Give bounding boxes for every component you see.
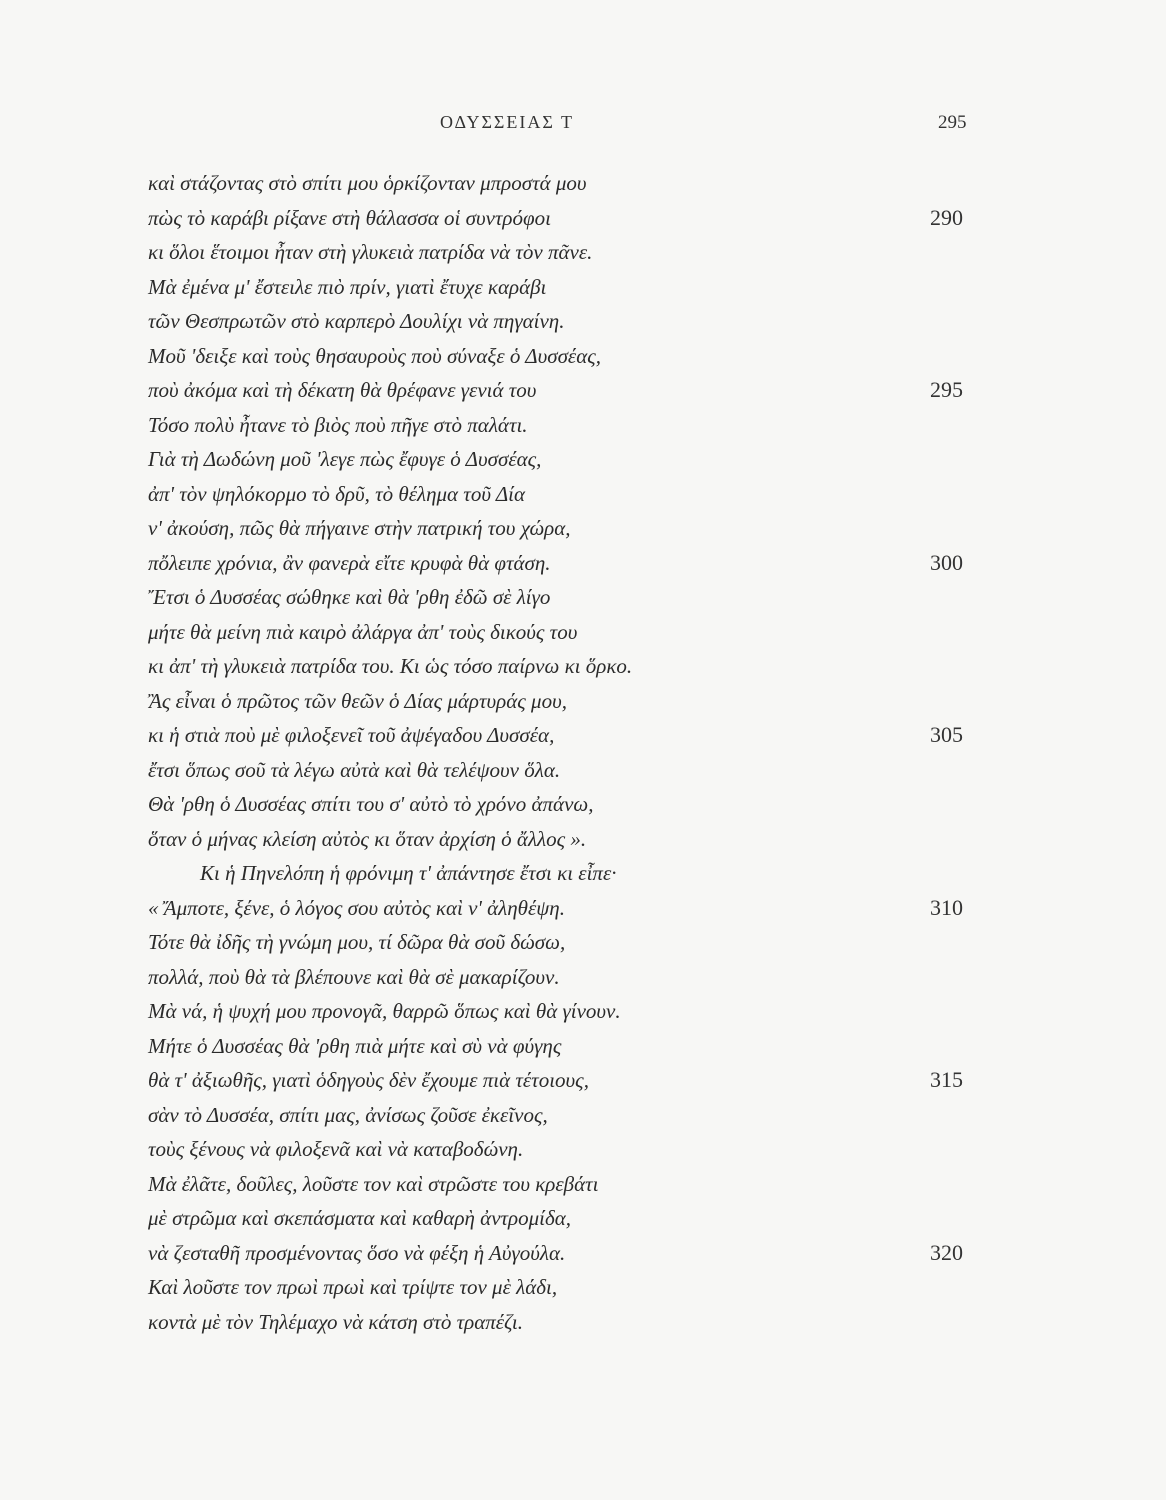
verse-line <box>0 856 1166 891</box>
verse-line <box>0 994 1166 1029</box>
line-number: 300 <box>930 549 963 575</box>
verse-text: ἀπ' τὸν ψηλόκορμο τὸ δρῦ, τὸ θέλημα τοῦ Δία <box>148 481 526 506</box>
verse-text: καὶ στάζοντας στὸ σπίτι μου ὁρκίζονταν μπροστά μου <box>148 171 587 195</box>
verse-line <box>0 1098 1166 1133</box>
verse-text: Καὶ λοῦστε τον πρωὶ πρωὶ καὶ τρίψτε τον μὲ λάδι, <box>148 1275 558 1299</box>
verse-text: πολλά, ποὺ θὰ τὰ βλέπουνε καὶ θὰ σὲ μακαρίζουν. <box>148 964 560 989</box>
verse-text: Τότε θὰ ἰδῆς τὴ γνώμη μου, τί δῶρα θὰ σοῦ δώσω, <box>148 930 566 954</box>
verse-line <box>0 822 1166 857</box>
verse-line <box>0 960 1166 995</box>
page-number: 295 <box>938 112 967 133</box>
verse-line <box>0 649 1166 684</box>
verse-text: ν' ἀκούση, πῶς θὰ πήγαινε στὴν πατρική του χώρα, <box>148 516 571 540</box>
verse-text: κι ἀπ' τὴ γλυκειὰ πατρίδα του. Κι ὡς τόσο παίρνω κι ὅρκο. <box>148 654 633 678</box>
verse-text: σὰν τὸ Δυσσέα, σπίτι μας, ἀνίσως ζοῦσε ἐκεῖνος, <box>148 1102 548 1127</box>
verse-text: πὼς τὸ καράβι ρίξανε στὴ θάλασσα οἱ συντρόφοι <box>148 205 551 230</box>
verse-text: ποὺ ἀκόμα καὶ τὴ δέκατη θὰ θρέφανε γενιά του <box>148 378 537 402</box>
verse-line <box>0 408 1166 443</box>
verse-line <box>0 753 1166 788</box>
verse-line <box>0 546 1166 581</box>
verse-line <box>0 1305 1166 1340</box>
verse-line <box>0 580 1166 615</box>
verse-line <box>0 787 1166 822</box>
verse-line <box>0 166 1166 201</box>
verse-line <box>0 684 1166 719</box>
verse-line <box>0 1201 1166 1236</box>
verse-text: νὰ ζεσταθῆ προσμένοντας ὅσο νὰ φέξη ἡ Αὐγούλα. <box>148 1240 566 1265</box>
verse-line <box>0 891 1166 926</box>
verse-line <box>0 1132 1166 1167</box>
verse-text: Ἂς εἶναι ὁ πρῶτος τῶν θεῶν ὁ Δίας μάρτυράς μου, <box>148 688 567 713</box>
verse-line <box>0 235 1166 270</box>
running-title: ΟΔΥΣΣΕΙΑΣ Τ <box>440 112 575 132</box>
line-number: 305 <box>930 722 963 747</box>
verse-text: Μήτε ὁ Δυσσέας θὰ 'ρθη πιὰ μήτε καὶ σὺ νὰ φύγης <box>148 1033 562 1058</box>
verse-line <box>0 1029 1166 1064</box>
verse-line <box>0 511 1166 546</box>
verse-line <box>0 373 1166 408</box>
verse-text: κι ἡ στιὰ ποὺ μὲ φιλοξενεῖ τοῦ ἀψέγαδου Δυσσέα, <box>148 723 555 747</box>
verse-text: « Ἄμποτε, ξένε, ὁ λόγος σου αὐτὸς καὶ ν' ἀληθέψη. <box>148 895 565 920</box>
verse-line <box>0 615 1166 650</box>
verse-text: κι ὅλοι ἕτοιμοι ἦταν στὴ γλυκειὰ πατρίδα νὰ τὸν πᾶνε. <box>148 240 593 264</box>
verse-line <box>0 1236 1166 1271</box>
verse-line <box>0 201 1166 236</box>
verse-text: ὅταν ὁ μήνας κλείση αὐτὸς κι ὅταν ἀρχίση ὁ ἄλλος ». <box>148 826 587 851</box>
verse-line <box>0 304 1166 339</box>
verse-text: Μοῦ 'δειξε καὶ τοὺς θησαυροὺς ποὺ σύναξε ὁ Δυσσέας, <box>148 343 601 368</box>
line-number: 320 <box>930 1239 963 1265</box>
verse-text: Τόσο πολὺ ἦτανε τὸ βιὸς ποὺ πῆγε στὸ παλάτι. <box>148 412 528 437</box>
verse-text: Θὰ 'ρθη ὁ Δυσσέας σπίτι του σ' αὐτὸ τὸ χρόνο ἀπάνω, <box>148 792 594 816</box>
verse-text: μήτε θὰ μείνη πιὰ καιρὸ ἀλάργα ἀπ' τοὺς δικούς του <box>148 619 578 644</box>
verse-line <box>0 925 1166 960</box>
verse-text: Μὰ νά, ἡ ψυχή μου προνογᾶ, θαρρῶ ὅπως καὶ θὰ γίνουν. <box>148 999 621 1023</box>
verse-text: Μὰ ἐμένα μ' ἔστειλε πιὸ πρίν, γιατὶ ἔτυχε καράβι <box>148 274 547 299</box>
verse-line <box>0 1270 1166 1305</box>
verse-line <box>0 270 1166 305</box>
verse-text: Ἔτσι ὁ Δυσσέας σώθηκε καὶ θὰ 'ρθη ἐδῶ σὲ λίγο <box>148 585 551 609</box>
verse-text: ἔτσι ὅπως σοῦ τὰ λέγω αὐτὰ καὶ θὰ τελέψουν ὅλα. <box>148 757 561 782</box>
line-number: 295 <box>930 377 963 402</box>
verse-text: Γιὰ τὴ Δωδώνη μοῦ 'λεγε πὼς ἔφυγε ὁ Δυσσέας, <box>148 447 542 471</box>
line-number: 290 <box>930 204 963 230</box>
verse-text: κοντὰ μὲ τὸν Τηλέμαχο νὰ κάτση στὸ τραπέζι. <box>148 1309 523 1334</box>
verse-line <box>0 477 1166 512</box>
verse-text: θὰ τ' ἀξιωθῆς, γιατὶ ὁδηγοὺς δὲν ἔχουμε πιὰ τέτοιους, <box>148 1068 589 1092</box>
line-number: 315 <box>930 1067 963 1092</box>
verse-text: μὲ στρῶμα καὶ σκεπάσματα καὶ καθαρὴ ἀντρομίδα, <box>148 1206 572 1230</box>
verse-line <box>0 718 1166 753</box>
verse-text: πὄλειπε χρόνια, ἂν φανερὰ εἴτε κρυφὰ θὰ φτάση. <box>148 550 551 575</box>
verse-line <box>0 1063 1166 1098</box>
verse-text: τοὺς ξένους νὰ φιλοξενᾶ καὶ νὰ καταβοδώνη. <box>148 1137 524 1161</box>
verse-text: τῶν Θεσπρωτῶν στὸ καρπερὸ Δουλίχι νὰ πηγαίνη. <box>148 309 565 333</box>
running-header <box>0 112 1166 142</box>
verse-text: Κι ἡ Πηνελόπη ἡ φρόνιμη τ' ἀπάντησε ἔτσι κι εἶπε· <box>200 861 617 885</box>
verse-line <box>0 339 1166 374</box>
verse-block <box>0 166 1166 1339</box>
verse-line <box>0 442 1166 477</box>
verse-text: Μὰ ἐλᾶτε, δοῦλες, λοῦστε τον καὶ στρῶστε του κρεβάτι <box>148 1171 599 1196</box>
verse-line <box>0 1167 1166 1202</box>
line-number: 310 <box>930 894 963 920</box>
